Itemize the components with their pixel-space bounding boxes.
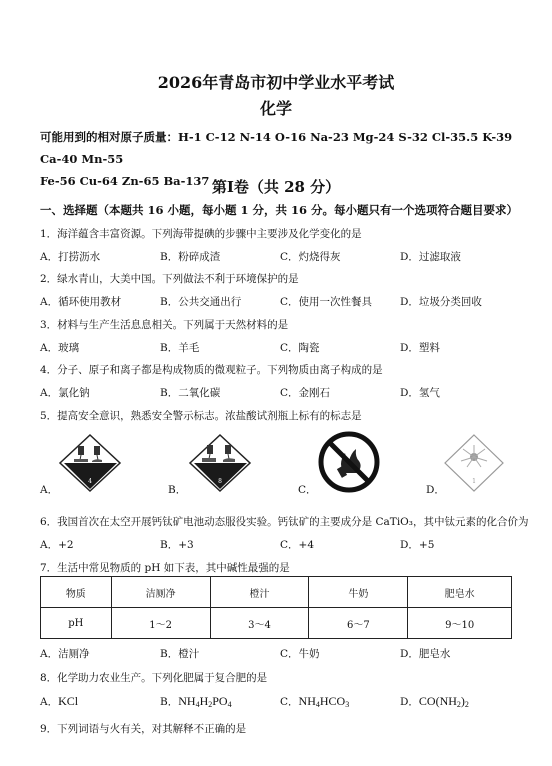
explosive-sign-icon bbox=[443, 433, 505, 493]
exam-title: 2026年青岛市初中学业水平考试 bbox=[157, 73, 395, 92]
q4-option-c: C．金刚石 bbox=[280, 387, 331, 399]
ph-table-header: 物质 bbox=[41, 577, 112, 608]
formula-nh4hco3: $NH_4HCO_3$ bbox=[298, 694, 350, 709]
formula-kcl: KCl bbox=[58, 694, 79, 708]
q2-option-d: D．垃圾分类回收 bbox=[400, 296, 482, 308]
q1-option-d: D．过滤取液 bbox=[400, 251, 461, 263]
q8-option-b-letter: B． bbox=[160, 696, 179, 708]
formula-nh4h2po4: $NH_4H_2PO_4$ bbox=[178, 694, 232, 709]
question-5-stem: 5．提高安全意识，熟悉安全警示标志。浓盐酸试剂瓶上标有的标志是 bbox=[40, 410, 362, 422]
q1-option-a: A．打捞沥水 bbox=[40, 251, 101, 263]
q2-option-b: B．公共交通出行 bbox=[160, 296, 242, 308]
ph-table bbox=[40, 576, 512, 639]
question-3-stem: 3．材料与生产生活息息相关。下列属于天然材料的是 bbox=[40, 319, 289, 331]
section-heading: 一、选择题（本题共 16 小题，每小题 1 分，共 16 分。每小题只有一个选项符合题目要求） bbox=[40, 203, 519, 217]
ph-table-cell: 9～10 bbox=[408, 608, 512, 639]
q8-option-c bbox=[280, 694, 349, 709]
q7-option-b: B．橙汁 bbox=[160, 648, 200, 660]
sign-a-number: 4 bbox=[88, 478, 92, 485]
atomic-masses-line2: Fe-56 Cu-64 Zn-65 Ba-137 bbox=[40, 174, 210, 188]
q8-option-a-letter: A． bbox=[40, 696, 59, 708]
ph-table-header: 肥皂水 bbox=[408, 577, 512, 608]
question-2-stem: 2．绿水青山，大美中国。下列做法不利于环境保护的是 bbox=[40, 273, 299, 285]
q6-option-d: D．+5 bbox=[400, 539, 435, 551]
q3-option-b: B．羊毛 bbox=[160, 342, 200, 354]
q5-option-c: C． bbox=[298, 484, 317, 496]
question-6-stem: 6．我国首次在太空开展钙钛矿电池动态服役实验。钙钛矿的主要成分是 CaTiO₃，其中钛元素的化合价为 bbox=[40, 516, 529, 528]
part-title: 第Ⅰ卷（共 28 分） bbox=[211, 178, 341, 196]
atomic-masses-label: 可能用到的相对原子质量： bbox=[40, 130, 178, 144]
ph-table-cell: 3～4 bbox=[210, 608, 309, 639]
q8-option-c-letter: C． bbox=[280, 696, 299, 708]
q3-option-d: D．塑料 bbox=[400, 342, 440, 354]
question-8-stem: 8．化学助力农业生产。下列化肥属于复合肥的是 bbox=[40, 672, 268, 684]
q4-option-b: B．二氧化碳 bbox=[160, 387, 221, 399]
q7-option-c: C．牛奶 bbox=[280, 648, 320, 660]
q4-option-d: D．氢气 bbox=[400, 387, 440, 399]
q2-option-a: A．循环使用教材 bbox=[40, 296, 122, 308]
ph-table-header: 洁厕净 bbox=[111, 577, 210, 608]
formula-co-nh2-2: $CO(NH_2)_2$ bbox=[418, 694, 469, 709]
atomic-masses-line1: H-1 C-12 N-14 O-16 Na-23 Mg-24 S-32 Cl-35.5 K-39 Ca-40 Mn-55 bbox=[40, 130, 513, 166]
q8-option-d bbox=[400, 694, 469, 709]
sign-d-number: 1 bbox=[472, 478, 476, 485]
q6-option-b: B．+3 bbox=[160, 539, 194, 551]
q8-option-d-letter: D． bbox=[400, 696, 419, 708]
question-9-stem: 9．下列词语与火有关，对其解释不正确的是 bbox=[40, 723, 247, 735]
q3-option-c: C．陶瓷 bbox=[280, 342, 320, 354]
question-7-stem: 7．生活中常见物质的 pH 如下表，其中碱性最强的是 bbox=[40, 562, 290, 574]
q5-option-d: D． bbox=[426, 484, 445, 496]
q8-option-b bbox=[160, 694, 232, 709]
q1-option-c: C．灼烧得灰 bbox=[280, 251, 341, 263]
q1-option-b: B．粉碎成渣 bbox=[160, 251, 221, 263]
question-1-stem: 1．海洋蕴含丰富资源。下列海带提碘的步骤中主要涉及化学变化的是 bbox=[40, 228, 362, 240]
q6-option-a: A．+2 bbox=[40, 539, 74, 551]
ph-table-cell: 1～2 bbox=[111, 608, 210, 639]
q6-option-c: C．+4 bbox=[280, 539, 315, 551]
ph-table-cell: 6～7 bbox=[309, 608, 408, 639]
ph-table-header: 牛奶 bbox=[309, 577, 408, 608]
q7-option-a: A．洁厕净 bbox=[40, 648, 90, 660]
q8-option-a bbox=[40, 694, 78, 709]
q5-option-b: B． bbox=[168, 484, 187, 496]
ph-table-cell: pH bbox=[41, 608, 112, 639]
corrosive-sign-icon bbox=[58, 433, 122, 493]
sign-b-number: 8 bbox=[218, 478, 222, 485]
question-4-stem: 4．分子、原子和离子都是构成物质的微观粒子。下列物质由离子构成的是 bbox=[40, 364, 383, 376]
ph-table-header-row bbox=[41, 577, 512, 608]
q7-option-d: D．肥皂水 bbox=[400, 648, 451, 660]
exam-subject: 化学 bbox=[259, 99, 292, 118]
corrosive-class8-sign-icon bbox=[188, 433, 252, 493]
q3-option-a: A．玻璃 bbox=[40, 342, 80, 354]
ph-table-header: 橙汁 bbox=[210, 577, 309, 608]
q2-option-c: C．使用一次性餐具 bbox=[280, 296, 373, 308]
ph-table-value-row bbox=[41, 608, 512, 639]
q5-option-a: A． bbox=[40, 484, 59, 496]
no-open-flame-sign-icon bbox=[318, 431, 380, 493]
q4-option-a: A．氯化钠 bbox=[40, 387, 90, 399]
